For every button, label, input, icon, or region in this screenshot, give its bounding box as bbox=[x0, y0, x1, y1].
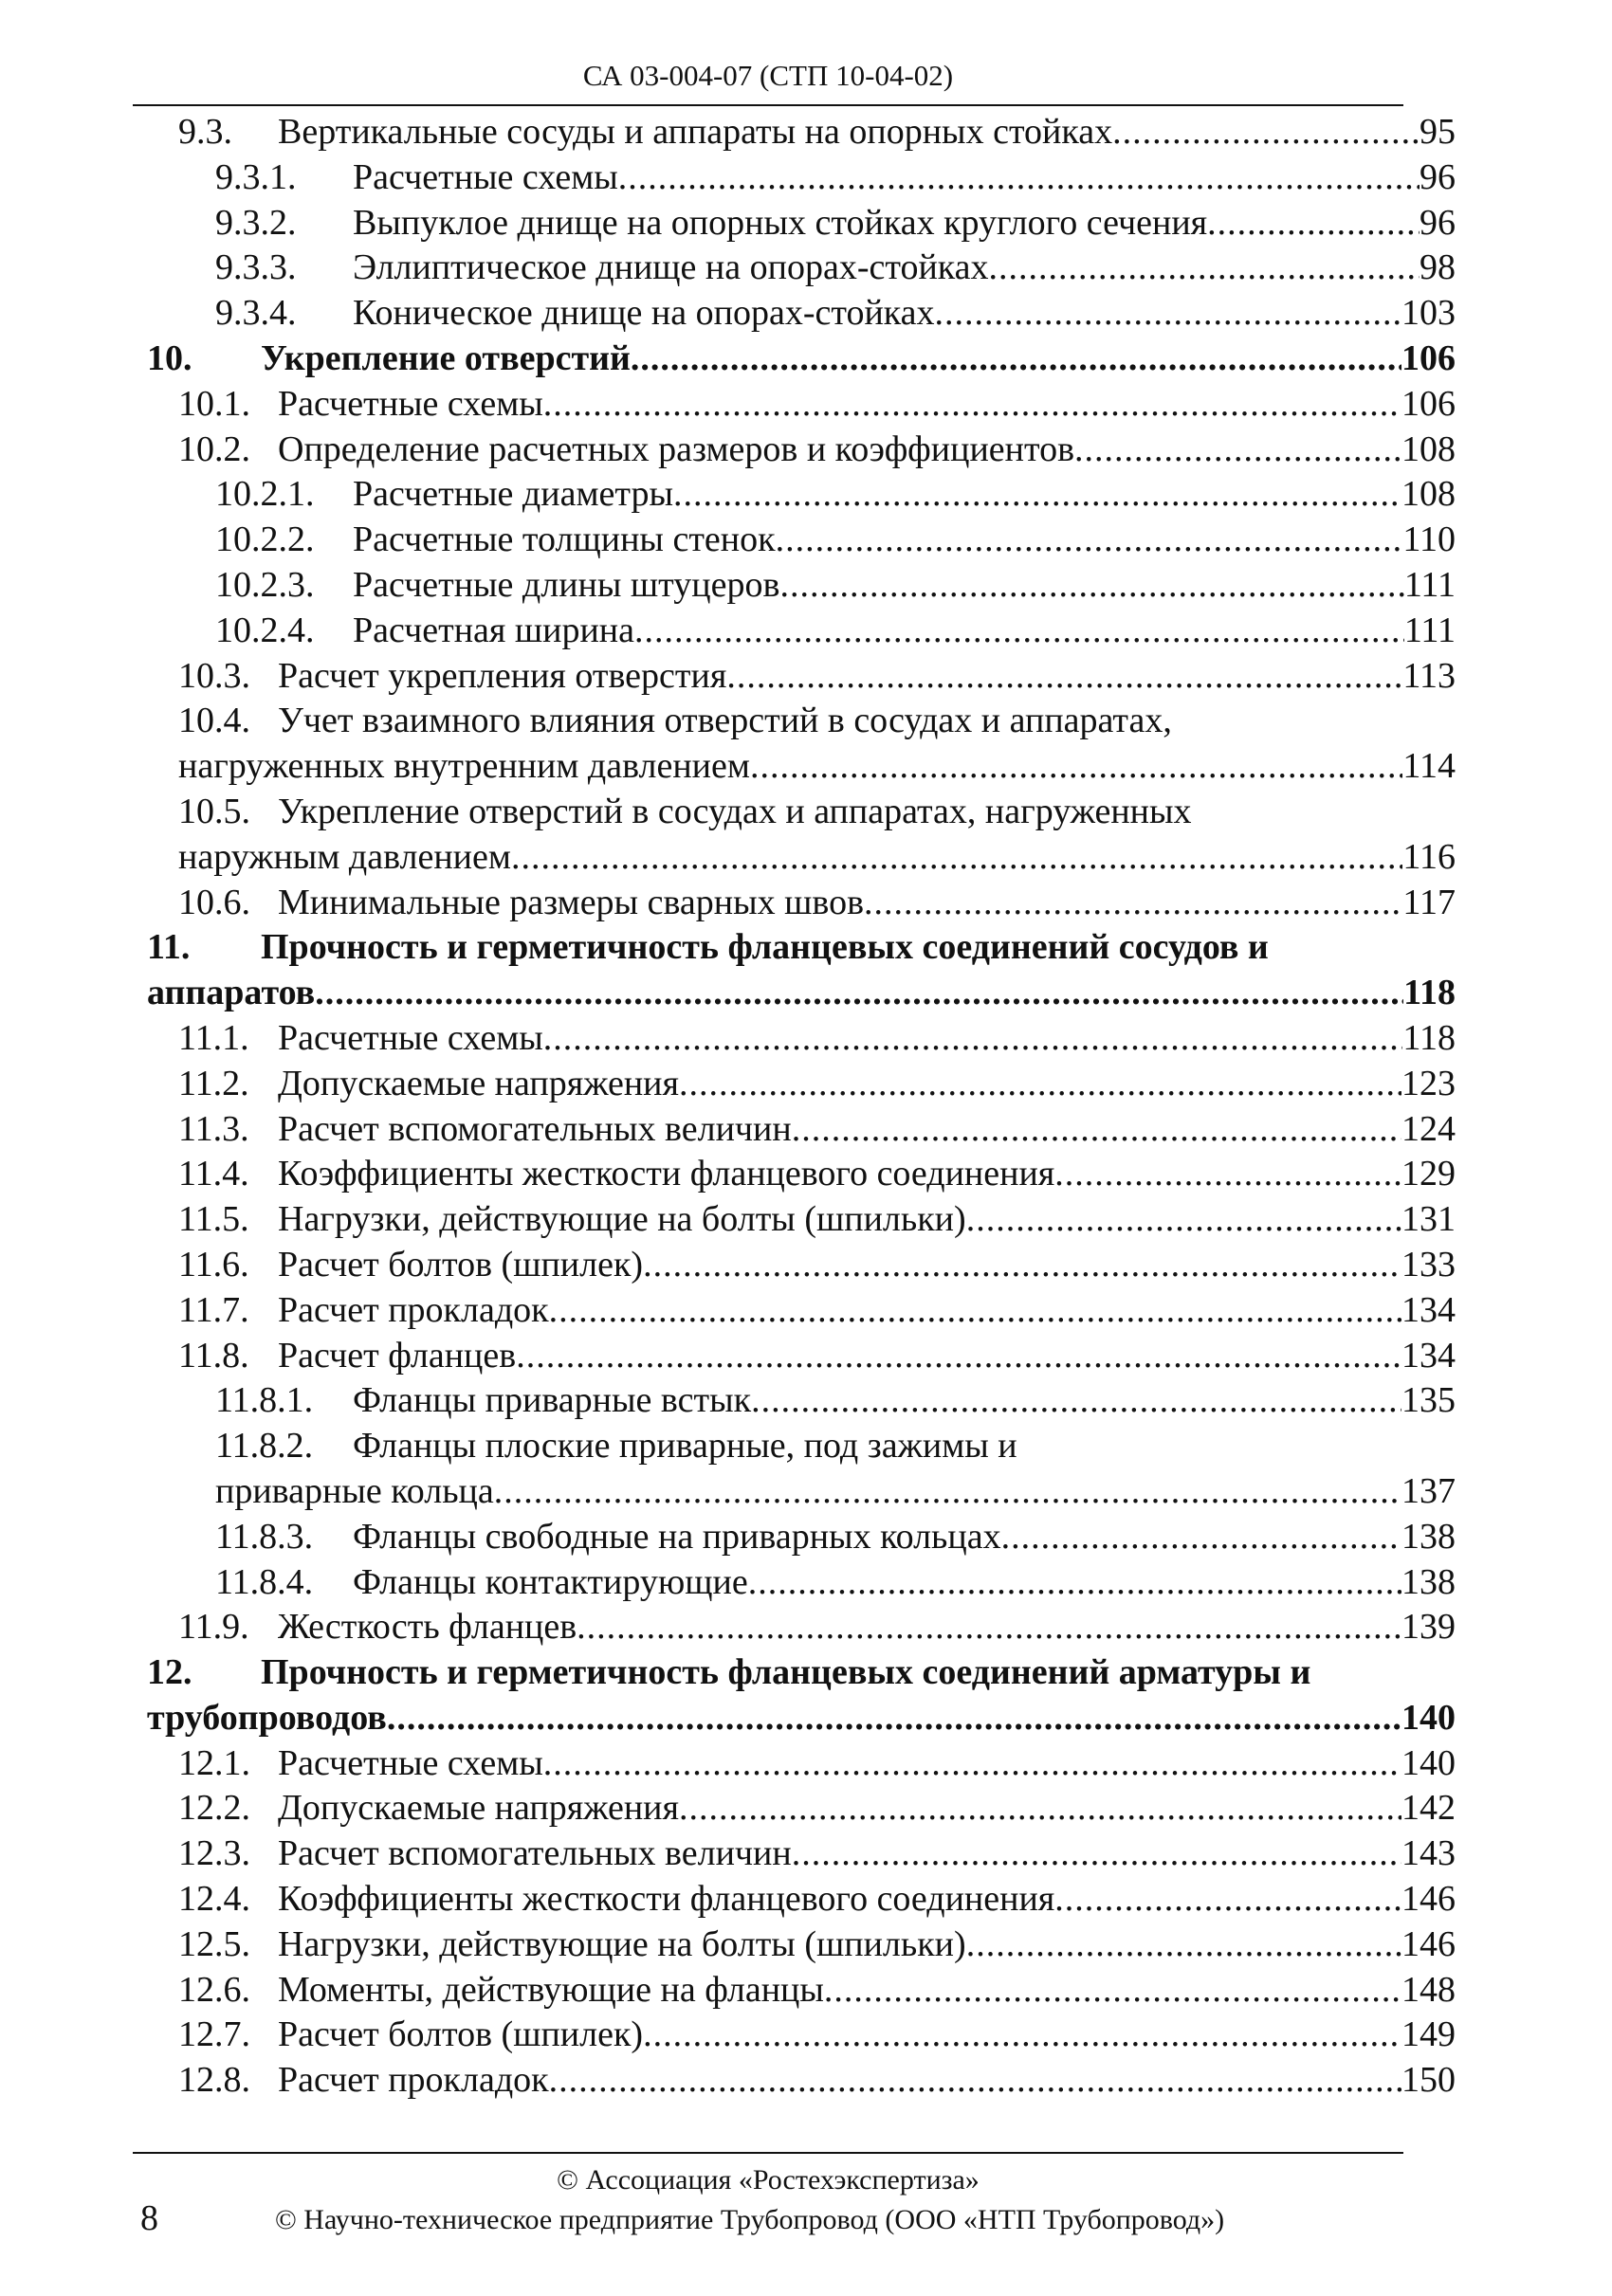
toc-entry-number: 12.1. bbox=[178, 1742, 250, 1783]
toc-entry-title: Вертикальные сосуды и аппараты на опорных стойках bbox=[278, 112, 1113, 152]
toc-entry-number: 10.6. bbox=[178, 882, 250, 922]
toc-entry-title: Определение расчетных размеров и коэффициентов bbox=[278, 428, 1075, 469]
toc-entry bbox=[147, 1469, 1456, 1515]
toc-entry-title: Расчет болтов (шпилек) bbox=[278, 1244, 644, 1285]
toc-entry bbox=[147, 971, 1456, 1016]
toc-entry-number: 10.5. bbox=[178, 791, 250, 831]
toc-entry-page: 143 bbox=[1401, 1833, 1456, 1874]
toc-entry bbox=[147, 337, 1456, 382]
toc-entry bbox=[147, 654, 1456, 700]
toc-entry-number: 10.2.4. bbox=[215, 610, 315, 650]
toc-entry-number: 10.2.3. bbox=[215, 564, 315, 605]
toc-dot-leader bbox=[792, 1831, 1401, 1877]
toc-entry bbox=[147, 1786, 1456, 1831]
table-of-contents bbox=[147, 110, 1456, 2104]
toc-entry bbox=[147, 2013, 1456, 2058]
toc-entry-number: 9.3.3. bbox=[215, 247, 297, 288]
page-number: 8 bbox=[140, 2198, 158, 2238]
toc-entry bbox=[147, 1968, 1456, 2014]
toc-entry-page: 137 bbox=[1401, 1470, 1456, 1511]
toc-dot-leader bbox=[494, 1469, 1401, 1515]
toc-entry-number: 10. bbox=[147, 337, 192, 378]
toc-dot-leader bbox=[631, 337, 1401, 382]
toc-entry-page: 96 bbox=[1420, 202, 1456, 243]
toc-entry-page: 148 bbox=[1401, 1969, 1456, 2010]
toc-entry-number: 11.4. bbox=[178, 1154, 249, 1194]
toc-entry bbox=[147, 1288, 1456, 1334]
toc-entry-title: Расчетные толщины стенок bbox=[353, 519, 776, 560]
toc-dot-leader bbox=[1112, 110, 1420, 155]
toc-entry-title: Моменты, действующие на фланцы bbox=[278, 1969, 824, 2010]
toc-dot-leader bbox=[779, 563, 1403, 609]
toc-entry-page: 129 bbox=[1401, 1154, 1456, 1194]
toc-entry-number: 12.7. bbox=[178, 2014, 250, 2055]
toc-entry-number: 11. bbox=[147, 927, 191, 968]
toc-dot-leader bbox=[543, 1016, 1403, 1062]
toc-entry-title: Расчет укрепления отверстия bbox=[278, 655, 727, 696]
toc-entry-page: 116 bbox=[1402, 836, 1456, 877]
toc-entry-title: Прочность и герметичность фланцевых соединений сосудов и bbox=[261, 927, 1269, 968]
toc-entry-title: Выпуклое днище на опорных стойках круглого сечения bbox=[353, 202, 1208, 243]
toc-entry-number: 12.6. bbox=[178, 1969, 250, 2010]
toc-entry-number: 11.3. bbox=[178, 1108, 249, 1149]
toc-entry bbox=[147, 790, 1456, 835]
toc-entry-title: Расчет болтов (шпилек) bbox=[278, 2014, 644, 2055]
toc-entry-title: Нагрузки, действующие на болты (шпильки) bbox=[278, 1923, 966, 1964]
toc-entry-page: 108 bbox=[1401, 474, 1456, 515]
toc-entry-title: наружным давлением bbox=[178, 836, 511, 877]
toc-entry-title: Расчетные схемы bbox=[353, 156, 618, 197]
toc-entry bbox=[147, 925, 1456, 971]
toc-dot-leader bbox=[673, 472, 1401, 518]
header-rule bbox=[133, 104, 1403, 106]
toc-entry-title: Расчет прокладок bbox=[278, 2060, 549, 2101]
toc-entry bbox=[147, 1107, 1456, 1153]
toc-dot-leader bbox=[315, 971, 1403, 1016]
toc-entry-page: 118 bbox=[1403, 973, 1456, 1013]
toc-entry bbox=[147, 744, 1456, 790]
toc-entry-title: Учет взаимного влияния отверстий в сосудах и аппаратах, bbox=[278, 701, 1172, 741]
toc-entry-title: приварные кольца bbox=[215, 1470, 494, 1511]
toc-dot-leader bbox=[577, 1605, 1401, 1650]
toc-entry bbox=[147, 1696, 1456, 1741]
toc-entry-page: 95 bbox=[1420, 112, 1456, 152]
toc-entry-page: 103 bbox=[1401, 293, 1456, 334]
toc-entry bbox=[147, 2058, 1456, 2104]
toc-entry-number: 10.3. bbox=[178, 655, 250, 696]
toc-entry-page: 111 bbox=[1403, 564, 1456, 605]
toc-entry-number: 11.2. bbox=[178, 1063, 249, 1103]
toc-dot-leader bbox=[748, 1560, 1401, 1606]
toc-entry-page: 123 bbox=[1401, 1063, 1456, 1103]
toc-entry-title: Коническое днище на опорах-стойках bbox=[353, 293, 935, 334]
toc-entry bbox=[147, 835, 1456, 881]
toc-entry-page: 117 bbox=[1402, 882, 1456, 922]
toc-entry-title: Фланцы контактирующие bbox=[353, 1561, 748, 1602]
toc-entry-number: 12. bbox=[147, 1652, 192, 1693]
toc-entry-page: 131 bbox=[1401, 1199, 1456, 1240]
toc-dot-leader bbox=[935, 291, 1401, 337]
toc-entry bbox=[147, 1152, 1456, 1197]
toc-entry-title: Расчет фланцев bbox=[278, 1335, 517, 1376]
toc-entry-title: Эллиптическое днище на опорах-стойках bbox=[353, 247, 989, 288]
toc-dot-leader bbox=[618, 155, 1420, 201]
toc-entry bbox=[147, 1197, 1456, 1243]
toc-entry-number: 9.3.1. bbox=[215, 156, 297, 197]
toc-dot-leader bbox=[750, 744, 1402, 790]
footer-copyright-association: © Ассоциация «Ростехэкспертиза» bbox=[557, 2164, 980, 2196]
toc-entry-title: Расчетные схемы bbox=[278, 383, 543, 424]
toc-entry-title: Минимальные размеры сварных швов bbox=[278, 882, 865, 922]
toc-dot-leader bbox=[792, 1107, 1401, 1153]
toc-entry-page: 134 bbox=[1401, 1335, 1456, 1376]
toc-entry bbox=[147, 382, 1456, 428]
toc-entry-number: 10.2.2. bbox=[215, 519, 315, 560]
toc-dot-leader bbox=[387, 1696, 1401, 1741]
toc-entry bbox=[147, 609, 1456, 654]
toc-entry bbox=[147, 1605, 1456, 1650]
toc-dot-leader bbox=[824, 1968, 1401, 2014]
toc-dot-leader bbox=[1001, 1515, 1401, 1560]
toc-entry-number: 11.9. bbox=[178, 1607, 249, 1648]
toc-entry-page: 140 bbox=[1401, 1742, 1456, 1783]
toc-entry-title: нагруженных внутренним давлением bbox=[178, 746, 750, 787]
toc-entry-number: 10.2. bbox=[178, 428, 250, 469]
toc-entry-number: 9.3.2. bbox=[215, 202, 297, 243]
toc-dot-leader bbox=[966, 1922, 1401, 1968]
toc-entry bbox=[147, 699, 1456, 744]
toc-entry-page: 139 bbox=[1401, 1607, 1456, 1648]
toc-entry bbox=[147, 1831, 1456, 1877]
toc-entry-number: 12.5. bbox=[178, 1923, 250, 1964]
toc-entry-title: Допускаемые напряжения bbox=[278, 1788, 679, 1829]
toc-entry-number: 12.8. bbox=[178, 2060, 250, 2101]
toc-entry-number: 10.2.1. bbox=[215, 474, 315, 515]
toc-entry-number: 9.3.4. bbox=[215, 293, 297, 334]
toc-entry-title: Расчет вспомогательных величин bbox=[278, 1833, 792, 1874]
toc-entry bbox=[147, 110, 1456, 155]
toc-entry-number: 11.8.4. bbox=[215, 1561, 314, 1602]
toc-dot-leader bbox=[511, 835, 1402, 881]
toc-entry-number: 12.4. bbox=[178, 1879, 250, 1920]
toc-dot-leader bbox=[1054, 1152, 1401, 1197]
toc-entry bbox=[147, 1378, 1456, 1424]
toc-dot-leader bbox=[679, 1786, 1401, 1831]
toc-dot-leader bbox=[543, 382, 1401, 428]
toc-dot-leader bbox=[966, 1197, 1401, 1243]
footer-rule bbox=[133, 2152, 1403, 2154]
toc-entry-number: 11.8. bbox=[178, 1335, 249, 1376]
toc-entry-title: Расчет прокладок bbox=[278, 1289, 549, 1330]
toc-entry-title: Коэффициенты жесткости фланцевого соединения bbox=[278, 1154, 1055, 1194]
toc-entry-title: Коэффициенты жесткости фланцевого соединения bbox=[278, 1879, 1055, 1920]
toc-entry-page: 118 bbox=[1402, 1017, 1456, 1058]
toc-entry-title: трубопроводов bbox=[147, 1697, 387, 1738]
toc-entry bbox=[147, 563, 1456, 609]
toc-entry bbox=[147, 291, 1456, 337]
toc-entry-page: 133 bbox=[1401, 1244, 1456, 1285]
toc-entry-number: 11.8.1. bbox=[215, 1380, 314, 1421]
toc-entry-page: 134 bbox=[1401, 1289, 1456, 1330]
toc-entry-page: 142 bbox=[1401, 1788, 1456, 1829]
toc-dot-leader bbox=[643, 2013, 1401, 2058]
toc-entry bbox=[147, 428, 1456, 473]
toc-entry bbox=[147, 518, 1456, 563]
toc-entry-title: Укрепление отверстий bbox=[261, 337, 631, 378]
toc-entry-number: 12.3. bbox=[178, 1833, 250, 1874]
footer-copyright-company: © Научно-техническое предприятие Трубопровод (ООО «НТП Трубопровод») bbox=[275, 2204, 1225, 2235]
toc-entry-title: Расчетная ширина bbox=[353, 610, 635, 650]
toc-entry-title: Укрепление отверстий в сосудах и аппаратах, нагруженных bbox=[278, 791, 1192, 831]
toc-entry bbox=[147, 1741, 1456, 1787]
toc-entry-number: 11.8.3. bbox=[215, 1516, 314, 1557]
toc-entry-number: 11.6. bbox=[178, 1244, 249, 1285]
toc-entry-page: 96 bbox=[1420, 156, 1456, 197]
toc-entry bbox=[147, 1062, 1456, 1107]
toc-dot-leader bbox=[516, 1334, 1401, 1379]
toc-entry-page: 108 bbox=[1401, 428, 1456, 469]
toc-entry bbox=[147, 201, 1456, 246]
page-header-title: СА 03-004-07 (СТП 10-04-02) bbox=[582, 59, 954, 92]
toc-entry-title: Расчет вспомогательных величин bbox=[278, 1108, 792, 1149]
toc-entry bbox=[147, 1877, 1456, 1922]
toc-entry bbox=[147, 1016, 1456, 1062]
toc-entry bbox=[147, 155, 1456, 201]
toc-entry-title: Допускаемые напряжения bbox=[278, 1063, 679, 1103]
toc-entry-number: 10.1. bbox=[178, 383, 250, 424]
toc-entry bbox=[147, 1424, 1456, 1469]
toc-entry-title: Фланцы свободные на приварных кольцах bbox=[353, 1516, 1001, 1557]
toc-entry-title: Расчетные схемы bbox=[278, 1017, 543, 1058]
toc-entry-page: 149 bbox=[1401, 2014, 1456, 2055]
toc-entry bbox=[147, 1243, 1456, 1288]
toc-entry-number: 12.2. bbox=[178, 1788, 250, 1829]
toc-entry-page: 135 bbox=[1401, 1380, 1456, 1421]
toc-entry-title: аппаратов bbox=[147, 973, 316, 1013]
toc-entry bbox=[147, 1515, 1456, 1560]
toc-entry-title: Фланцы плоские приварные, под зажимы и bbox=[353, 1426, 1017, 1467]
toc-entry-page: 124 bbox=[1401, 1108, 1456, 1149]
toc-entry-page: 114 bbox=[1402, 746, 1456, 787]
toc-dot-leader bbox=[634, 609, 1404, 654]
toc-dot-leader bbox=[679, 1062, 1401, 1107]
toc-entry-title: Фланцы приварные встык bbox=[353, 1380, 752, 1421]
toc-entry-title: Расчетные диаметры bbox=[353, 474, 673, 515]
toc-entry-title: Нагрузки, действующие на болты (шпильки) bbox=[278, 1199, 966, 1240]
toc-dot-leader bbox=[549, 2058, 1401, 2104]
toc-entry-number: 9.3. bbox=[178, 112, 232, 152]
toc-entry-page: 106 bbox=[1401, 383, 1456, 424]
toc-entry-number: 11.7. bbox=[178, 1289, 249, 1330]
toc-entry-page: 146 bbox=[1401, 1879, 1456, 1920]
toc-entry-page: 113 bbox=[1402, 655, 1456, 696]
toc-entry-page: 138 bbox=[1401, 1561, 1456, 1602]
toc-entry bbox=[147, 881, 1456, 926]
toc-dot-leader bbox=[864, 881, 1402, 926]
toc-entry-number: 10.4. bbox=[178, 701, 250, 741]
toc-dot-leader bbox=[1054, 1877, 1401, 1922]
toc-dot-leader bbox=[549, 1288, 1401, 1334]
toc-entry-title: Расчетные схемы bbox=[278, 1742, 543, 1783]
toc-entry-page: 106 bbox=[1401, 337, 1456, 378]
toc-entry-page: 140 bbox=[1401, 1697, 1456, 1738]
toc-entry-title: Прочность и герметичность фланцевых соединений арматуры и bbox=[261, 1652, 1311, 1693]
toc-entry-page: 138 bbox=[1401, 1516, 1456, 1557]
toc-entry-page: 111 bbox=[1403, 610, 1456, 650]
toc-dot-leader bbox=[776, 518, 1403, 563]
toc-entry-page: 150 bbox=[1401, 2060, 1456, 2101]
toc-dot-leader bbox=[1207, 201, 1420, 246]
toc-dot-leader bbox=[751, 1378, 1401, 1424]
toc-entry bbox=[147, 1334, 1456, 1379]
toc-entry bbox=[147, 472, 1456, 518]
toc-entry-page: 98 bbox=[1420, 247, 1456, 288]
toc-entry bbox=[147, 246, 1456, 291]
toc-entry bbox=[147, 1922, 1456, 1968]
toc-entry-number: 11.1. bbox=[178, 1017, 249, 1058]
toc-entry-number: 11.8.2. bbox=[215, 1426, 314, 1467]
toc-dot-leader bbox=[726, 654, 1402, 700]
toc-entry-page: 146 bbox=[1401, 1923, 1456, 1964]
toc-dot-leader bbox=[643, 1243, 1401, 1288]
toc-dot-leader bbox=[543, 1741, 1401, 1787]
toc-entry-title: Расчетные длины штуцеров bbox=[353, 564, 780, 605]
toc-dot-leader bbox=[989, 246, 1420, 291]
toc-entry-page: 110 bbox=[1402, 519, 1456, 560]
toc-entry bbox=[147, 1650, 1456, 1696]
toc-entry-number: 11.5. bbox=[178, 1199, 249, 1240]
toc-entry bbox=[147, 1560, 1456, 1606]
toc-entry-title: Жесткость фланцев bbox=[278, 1607, 577, 1648]
toc-dot-leader bbox=[1074, 428, 1401, 473]
